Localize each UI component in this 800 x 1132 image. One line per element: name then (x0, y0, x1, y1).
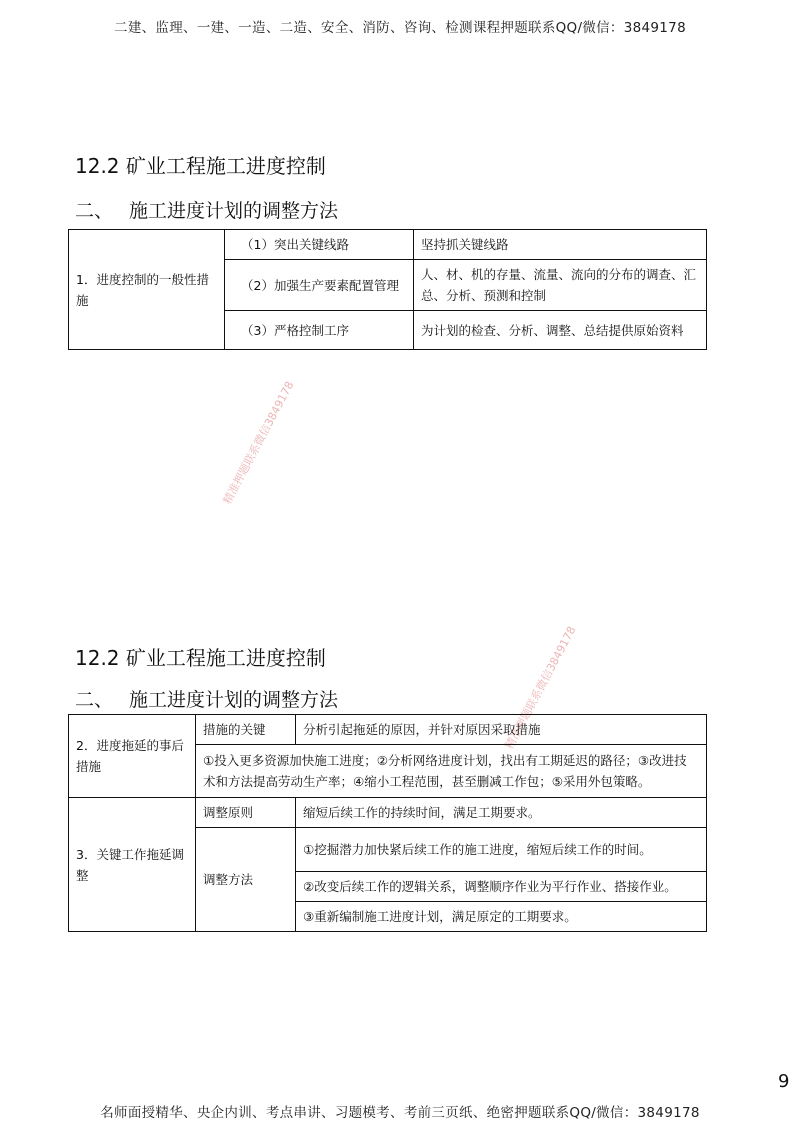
section-2-subtitle-num: 二、 (75, 689, 114, 711)
table-row (69, 230, 707, 260)
measures-list-cell: ①投入更多资源加快施工进度；②分析网络进度计划，找出有工期延迟的路径；③改进技术和方法提高劳动生产率；④缩小工程范围，甚至删减工作包；⑤采用外包策略。 (196, 745, 707, 798)
content-cell: 坚持抓关键线路 (414, 230, 707, 260)
section-2-subtitle (75, 685, 338, 712)
general-measures-table (68, 229, 707, 350)
measure-cell: （2）加强生产要素配置管理 (225, 260, 414, 311)
group-label-cell: 1．进度控制的一般性措施 (69, 230, 225, 350)
footer-banner: 名师面授精华、央企内训、考点串讲、习题模考、考前三页纸、绝密押题联系QQ/微信：3849178 (100, 1105, 700, 1121)
section-1-subtitle-text: 施工进度计划的调整方法 (129, 200, 339, 222)
group-label-cell: 2．进度拖延的事后措施 (69, 715, 196, 798)
key-label-cell: 措施的关键 (196, 715, 296, 745)
measure-cell: （1）突出关键线路 (225, 230, 414, 260)
key-value-cell: 分析引起拖延的原因，并针对原因采取措施 (296, 715, 707, 745)
content-cell: 人、材、机的存量、流量、流向的分布的调查、汇总、分析、预测和控制 (414, 260, 707, 311)
watermark-2: 精准押题联系微信3849178 (502, 624, 579, 752)
principle-label-cell: 调整原则 (196, 798, 296, 828)
section-1-subtitle (75, 196, 338, 223)
principle-value-cell: 缩短后续工作的持续时间，满足工期要求。 (296, 798, 707, 828)
measure-cell: （3）严格控制工序 (225, 311, 414, 350)
page-number: 9 (778, 1071, 790, 1092)
group-label-cell: 3．关键工作拖延调整 (69, 798, 196, 932)
method-cell: ③重新编制施工进度计划，满足原定的工期要求。 (296, 902, 707, 932)
section-1-subtitle-num: 二、 (75, 200, 114, 222)
section-1-title: 12.2 矿业工程施工进度控制 (75, 154, 326, 178)
watermark-1: 精准押题联系微信3849178 (220, 379, 297, 507)
header-banner: 二建、监理、一建、一造、二造、安全、消防、咨询、检测课程押题联系QQ/微信：3849178 (114, 20, 686, 36)
delay-measures-table (68, 714, 707, 932)
method-cell: ①挖掘潜力加快紧后续工作的施工进度，缩短后续工作的时间。 (296, 828, 707, 872)
content-cell: 为计划的检查、分析、调整、总结提供原始资料 (414, 311, 707, 350)
table-row (69, 798, 707, 828)
method-label-cell: 调整方法 (196, 828, 296, 932)
section-2-subtitle-text: 施工进度计划的调整方法 (129, 689, 339, 711)
table-row (69, 715, 707, 745)
method-cell: ②改变后续工作的逻辑关系，调整顺序作业为平行作业、搭接作业。 (296, 872, 707, 902)
section-2-title: 12.2 矿业工程施工进度控制 (75, 646, 326, 670)
